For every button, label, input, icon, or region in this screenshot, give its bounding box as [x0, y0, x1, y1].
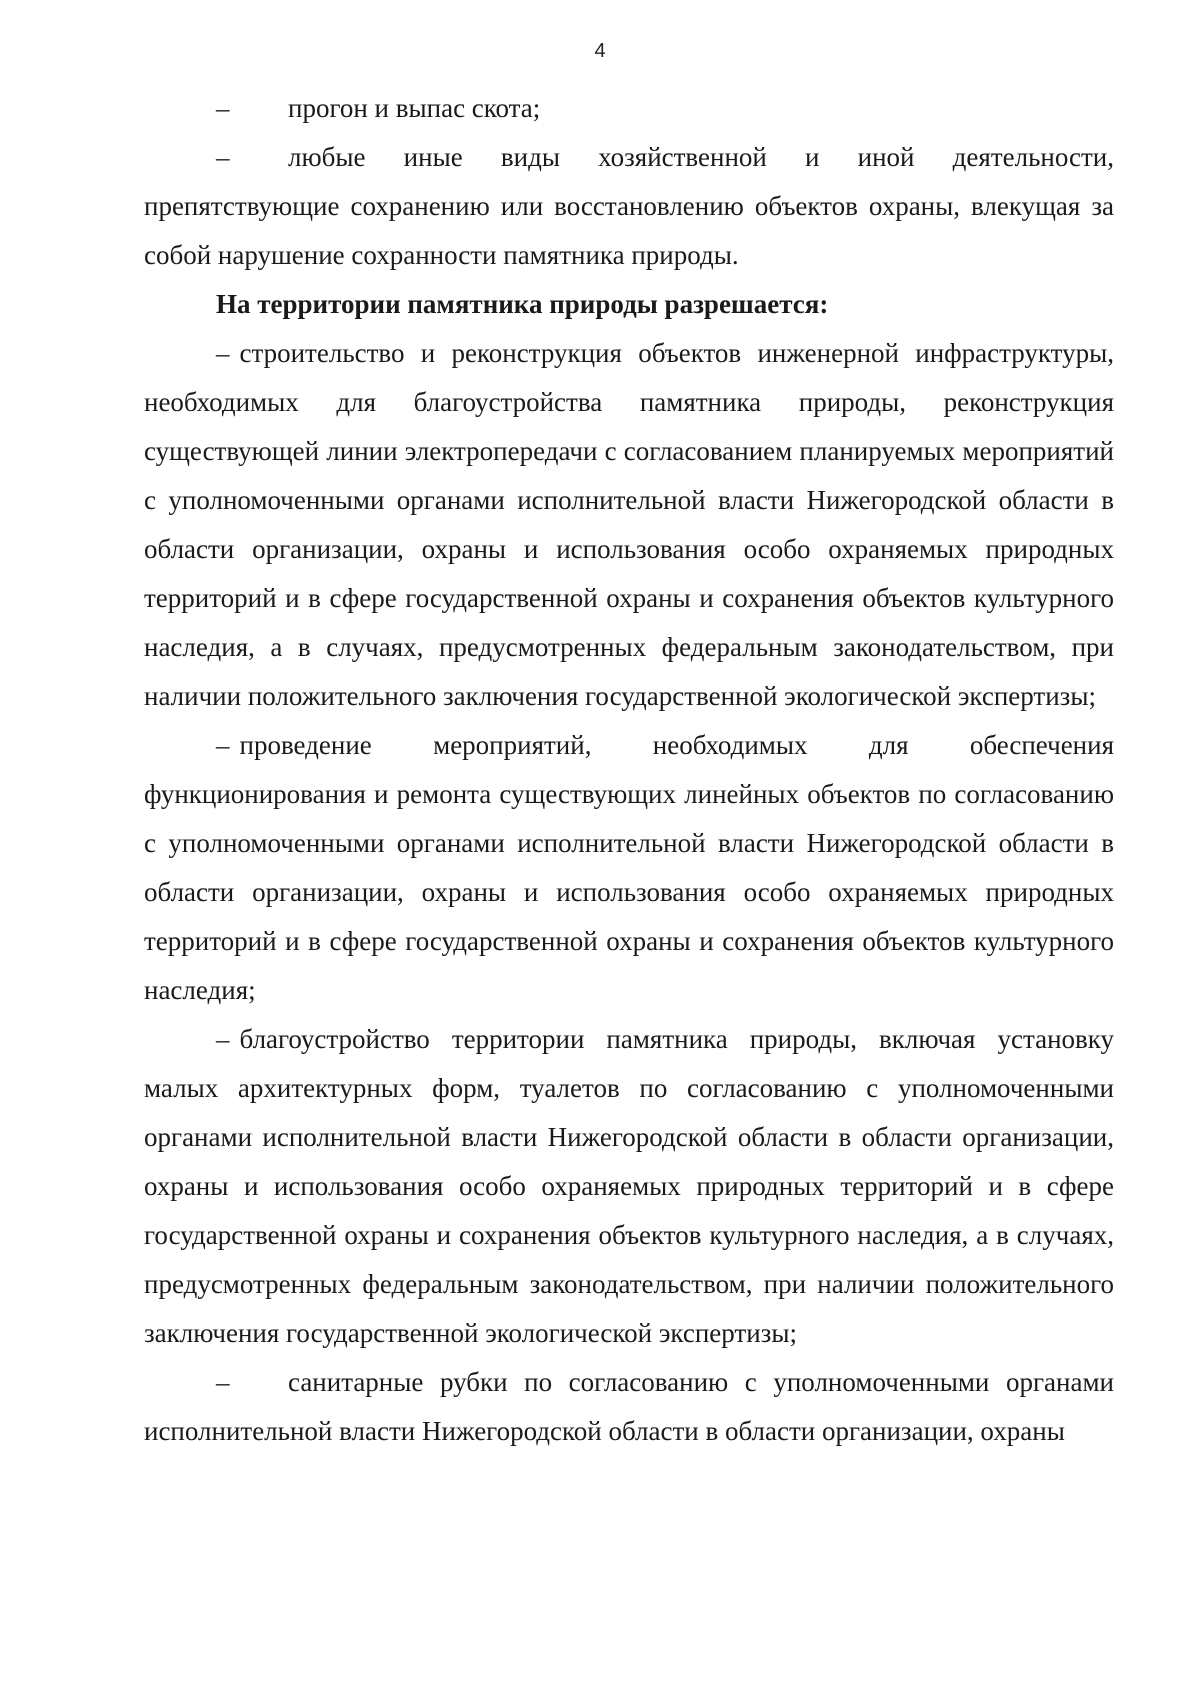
paragraph-text: проведение мероприятий, необходимых для обеспечения функционирования и ремонта существующих линейных объектов по согласованию с уполномоченными органами исполнительной власти Нижегородской области в области организации, охраны и использования особо охраняемых природных территорий и в сфере государственной охраны и сохранения объектов культурного наследия;	[144, 730, 1114, 1005]
heading-text: На территории памятника природы разрешается:	[216, 289, 829, 319]
paragraph-linear-objects	[144, 721, 1114, 1015]
paragraph-other-activities	[144, 133, 1114, 280]
list-dash: –	[216, 1367, 230, 1397]
paragraph-text: строительство и реконструкция объектов инженерной инфраструктуры, необходимых для благоустройства памятника природы, реконструкция существующей линии электропередачи с согласованием планируемых мероприятий с уполномоченными органами исполнительной власти Нижегородской области в области организации, охраны и использования особо охраняемых природных территорий и в сфере государственной охраны и сохранения объектов культурного наследия, а в случаях, предусмотренных федеральным законодательством, при наличии положительного заключения государственной экологической экспертизы;	[144, 338, 1114, 711]
paragraph-text: санитарные рубки по согласованию с уполномоченными органами исполнительной власти Нижегородской области в области организации, охраны	[144, 1367, 1114, 1446]
section-heading-permitted	[144, 280, 1114, 329]
paragraph-landscaping	[144, 1015, 1114, 1358]
paragraph-text: любые иные виды хозяйственной и иной деятельности, препятствующие сохранению или восстановлению объектов охраны, влекущая за собой нарушение сохранности памятника природы.	[144, 142, 1114, 270]
paragraph-text: прогон и выпас скота;	[288, 93, 541, 123]
paragraph-construction	[144, 329, 1114, 721]
paragraph-sanitary-felling	[144, 1358, 1114, 1456]
list-dash: –	[216, 730, 230, 760]
document-body	[144, 84, 1114, 1456]
list-dash: –	[216, 1024, 230, 1054]
list-dash: –	[216, 338, 230, 368]
paragraph-text: благоустройство территории памятника природы, включая установку малых архитектурных форм, туалетов по согласованию с уполномоченными органами исполнительной власти Нижегородской области в области организации, охраны и использования особо охраняемых природных территорий и в сфере государственной охраны и сохранения объектов культурного наследия, а в случаях, предусмотренных федеральным законодательством, при наличии положительного заключения государственной экологической экспертизы;	[144, 1024, 1114, 1348]
list-dash: –	[216, 142, 230, 172]
paragraph-cattle-grazing	[144, 84, 1114, 133]
list-dash: –	[216, 93, 230, 123]
page-number: 4	[594, 40, 606, 62]
